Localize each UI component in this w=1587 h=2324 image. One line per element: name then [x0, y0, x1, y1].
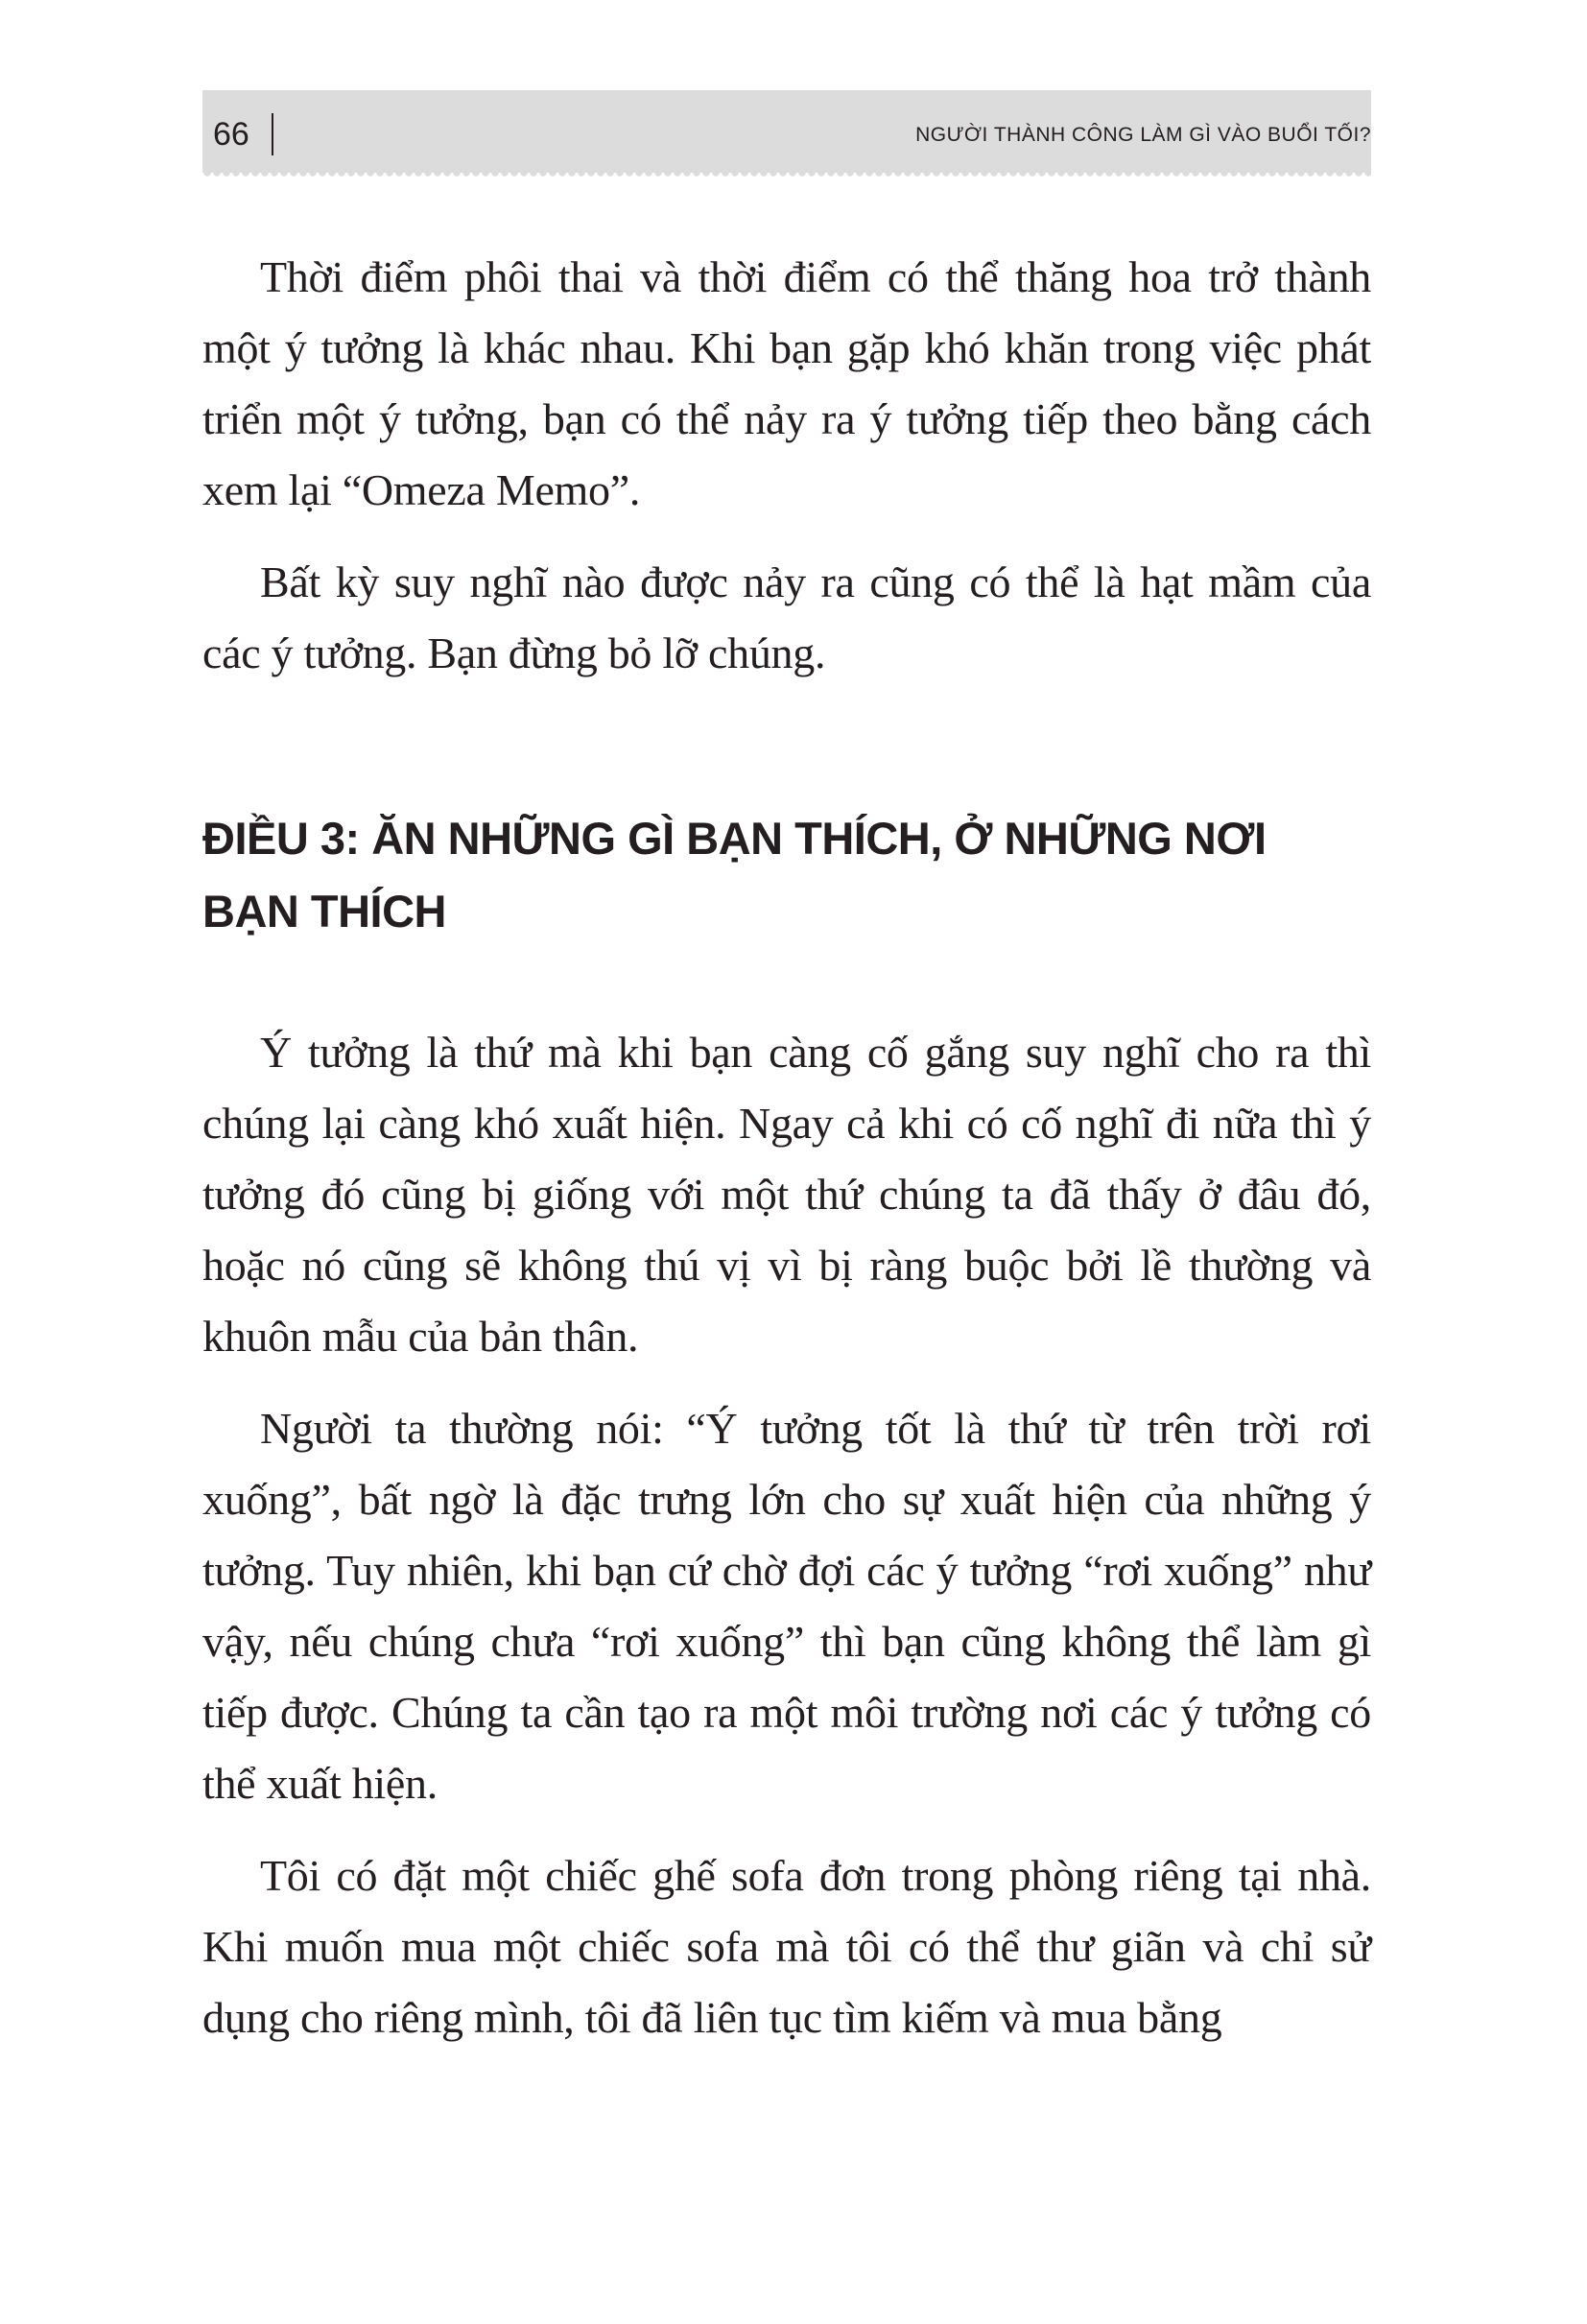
body-paragraph: Tôi có đặt một chiếc ghế sofa đơn trong phòng riêng tại nhà. Khi muốn mua một chiếc sofa mà tôi có thể thư giãn và chỉ sử dụng cho riêng mình, tôi đã liên tục tìm kiếm và mua bằng [202, 1851, 1371, 2042]
body-paragraph: Người ta thường nói: “Ý tưởng tốt là thứ từ trên trời rơi xuống”, bất ngờ là đặc trưng lớn cho sự xuất hiện của những ý tưởng. Tuy nhiên, khi bạn cứ chờ đợi các ý tưởng “rơi xuống” như vậy, nếu chúng chưa “rơi xuống” thì bạn cũng không thể làm gì tiếp được. Chúng ta cần tạo ra một môi trường nơi các ý tưởng có thể xuất hiện. [202, 1404, 1371, 1808]
body-paragraph: Thời điểm phôi thai và thời điểm có thể thăng hoa trở thành một ý tưởng là khác nhau. Khi bạn gặp khó khăn trong việc phát triển một ý tưởng, bạn có thể nảy ra ý tưởng tiếp theo bằng cách xem lại “Omeza Memo”. [202, 252, 1371, 514]
section-heading: ĐIỀU 3: ĂN NHỮNG GÌ BẠN THÍCH, Ở NHỮNG NƠI BẠN THÍCH [202, 813, 1267, 937]
body-paragraph: Ý tưởng là thứ mà khi bạn càng cố gắng suy nghĩ cho ra thì chúng lại càng khó xuất hiện. Ngay cả khi có cố nghĩ đi nữa thì ý tưởng đó cũng bị giống với một thứ chúng ta đã thấy ở đâu đó, hoặc nó cũng sẽ không thú vị vì bị ràng buộc bởi lề thường và khuôn mẫu của bản thân. [202, 1028, 1371, 1361]
header-divider [272, 113, 273, 155]
running-title: NGƯỜI THÀNH CÔNG LÀM GÌ VÀO BUỔI TỐI? [915, 124, 1371, 146]
page-number: 66 [213, 116, 249, 153]
page-body [202, 242, 1371, 2053]
body-paragraph: Bất kỳ suy nghĩ nào được nảy ra cũng có thể là hạt mầm của các ý tưởng. Bạn đừng bỏ lỡ chúng. [202, 557, 1371, 677]
